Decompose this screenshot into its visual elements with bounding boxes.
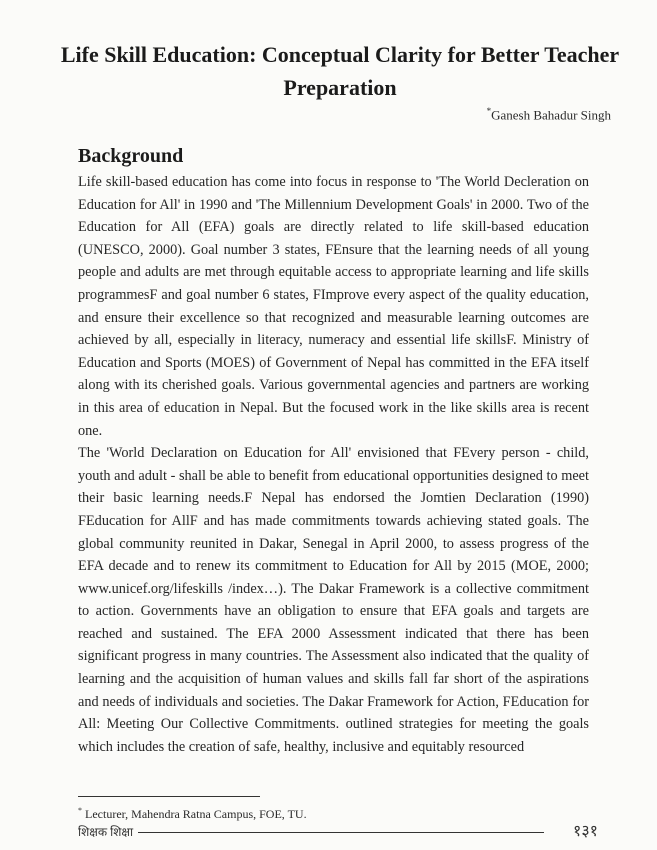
page-number: १३१: [573, 823, 598, 840]
journal-name: शिक्षक शिक्षा: [78, 825, 134, 839]
footnote-marker: *: [78, 806, 82, 815]
paragraph-1: Life skill-based education has come into focus in response to 'The World Decleration on Education for All' in 1990 and 'The Millennium Development Goals' in 2000. Two of the Education for All (EFA) goals are directly related to life skill-based education (UNESCO, 2000). Goal number 3 states, FEnsure that the learning needs of all young people and adults are met through equitable access to appropriate learning and life skills programmesF and goal number 6 states, FImprove every aspect of the quality education, and ensure their excellence so that recognized and measurable learning outcomes are achieved by all, especially in literacy, numeracy and essential life skillsF. Ministry of Education and Sports (MOES) of Government of Nepal has committed in the EFA itself along with its cherished goals. Various governmental agencies and partners are working in this area of education in Nepal. But the focused work in the like skills area is recent one.: [78, 174, 589, 439]
author-name: Ganesh Bahadur Singh: [491, 107, 611, 123]
article-title: Life Skill Education: Conceptual Clarity for Better Teacher Preparation: [60, 42, 620, 100]
author-line: [487, 106, 611, 123]
article-body: [78, 171, 589, 758]
section-heading: Background: [78, 145, 184, 167]
footnote: [78, 806, 307, 822]
footer-rule: [138, 832, 544, 833]
author-footnote-marker: *: [486, 106, 492, 116]
paragraph-2: The 'World Declaration on Education for All' envisioned that FEvery person - child, youth and adult - shall be able to benefit from educational opportunities designed to meet their basic learning needs.F Nepal has endorsed the Jomtien Declaration (1990) FEducation for AllF and has made commitments towards achieving stated goals. The global community reunited in Dakar, Senegal in April 2000, to assess progress of the EFA decade and to renew its commitment to Education for All by 2015 (MOE, 2000; www.unicef.org/lifeskills /index…). The Dakar Framework is a collective commitment to action. Governments have an obligation to ensure that EFA goals and targets are reached and sustained. The EFA 2000 Assessment indicated that there has been significant progress in many countries. The Assessment also indicated that the quality of learning and the acquisition of human values and skills fall far short of the aspirations and needs of individuals and societies. The Dakar Framework for Action, FEducation for All: Meeting Our Collective Commitments. outlined strategies for meeting the goals which includes the creation of safe, healthy, inclusive and equitably resourced: [78, 445, 589, 755]
page-footer: [78, 823, 598, 843]
footnote-divider: [78, 796, 260, 797]
footnote-text: Lecturer, Mahendra Ratna Campus, FOE, TU.: [85, 807, 307, 821]
